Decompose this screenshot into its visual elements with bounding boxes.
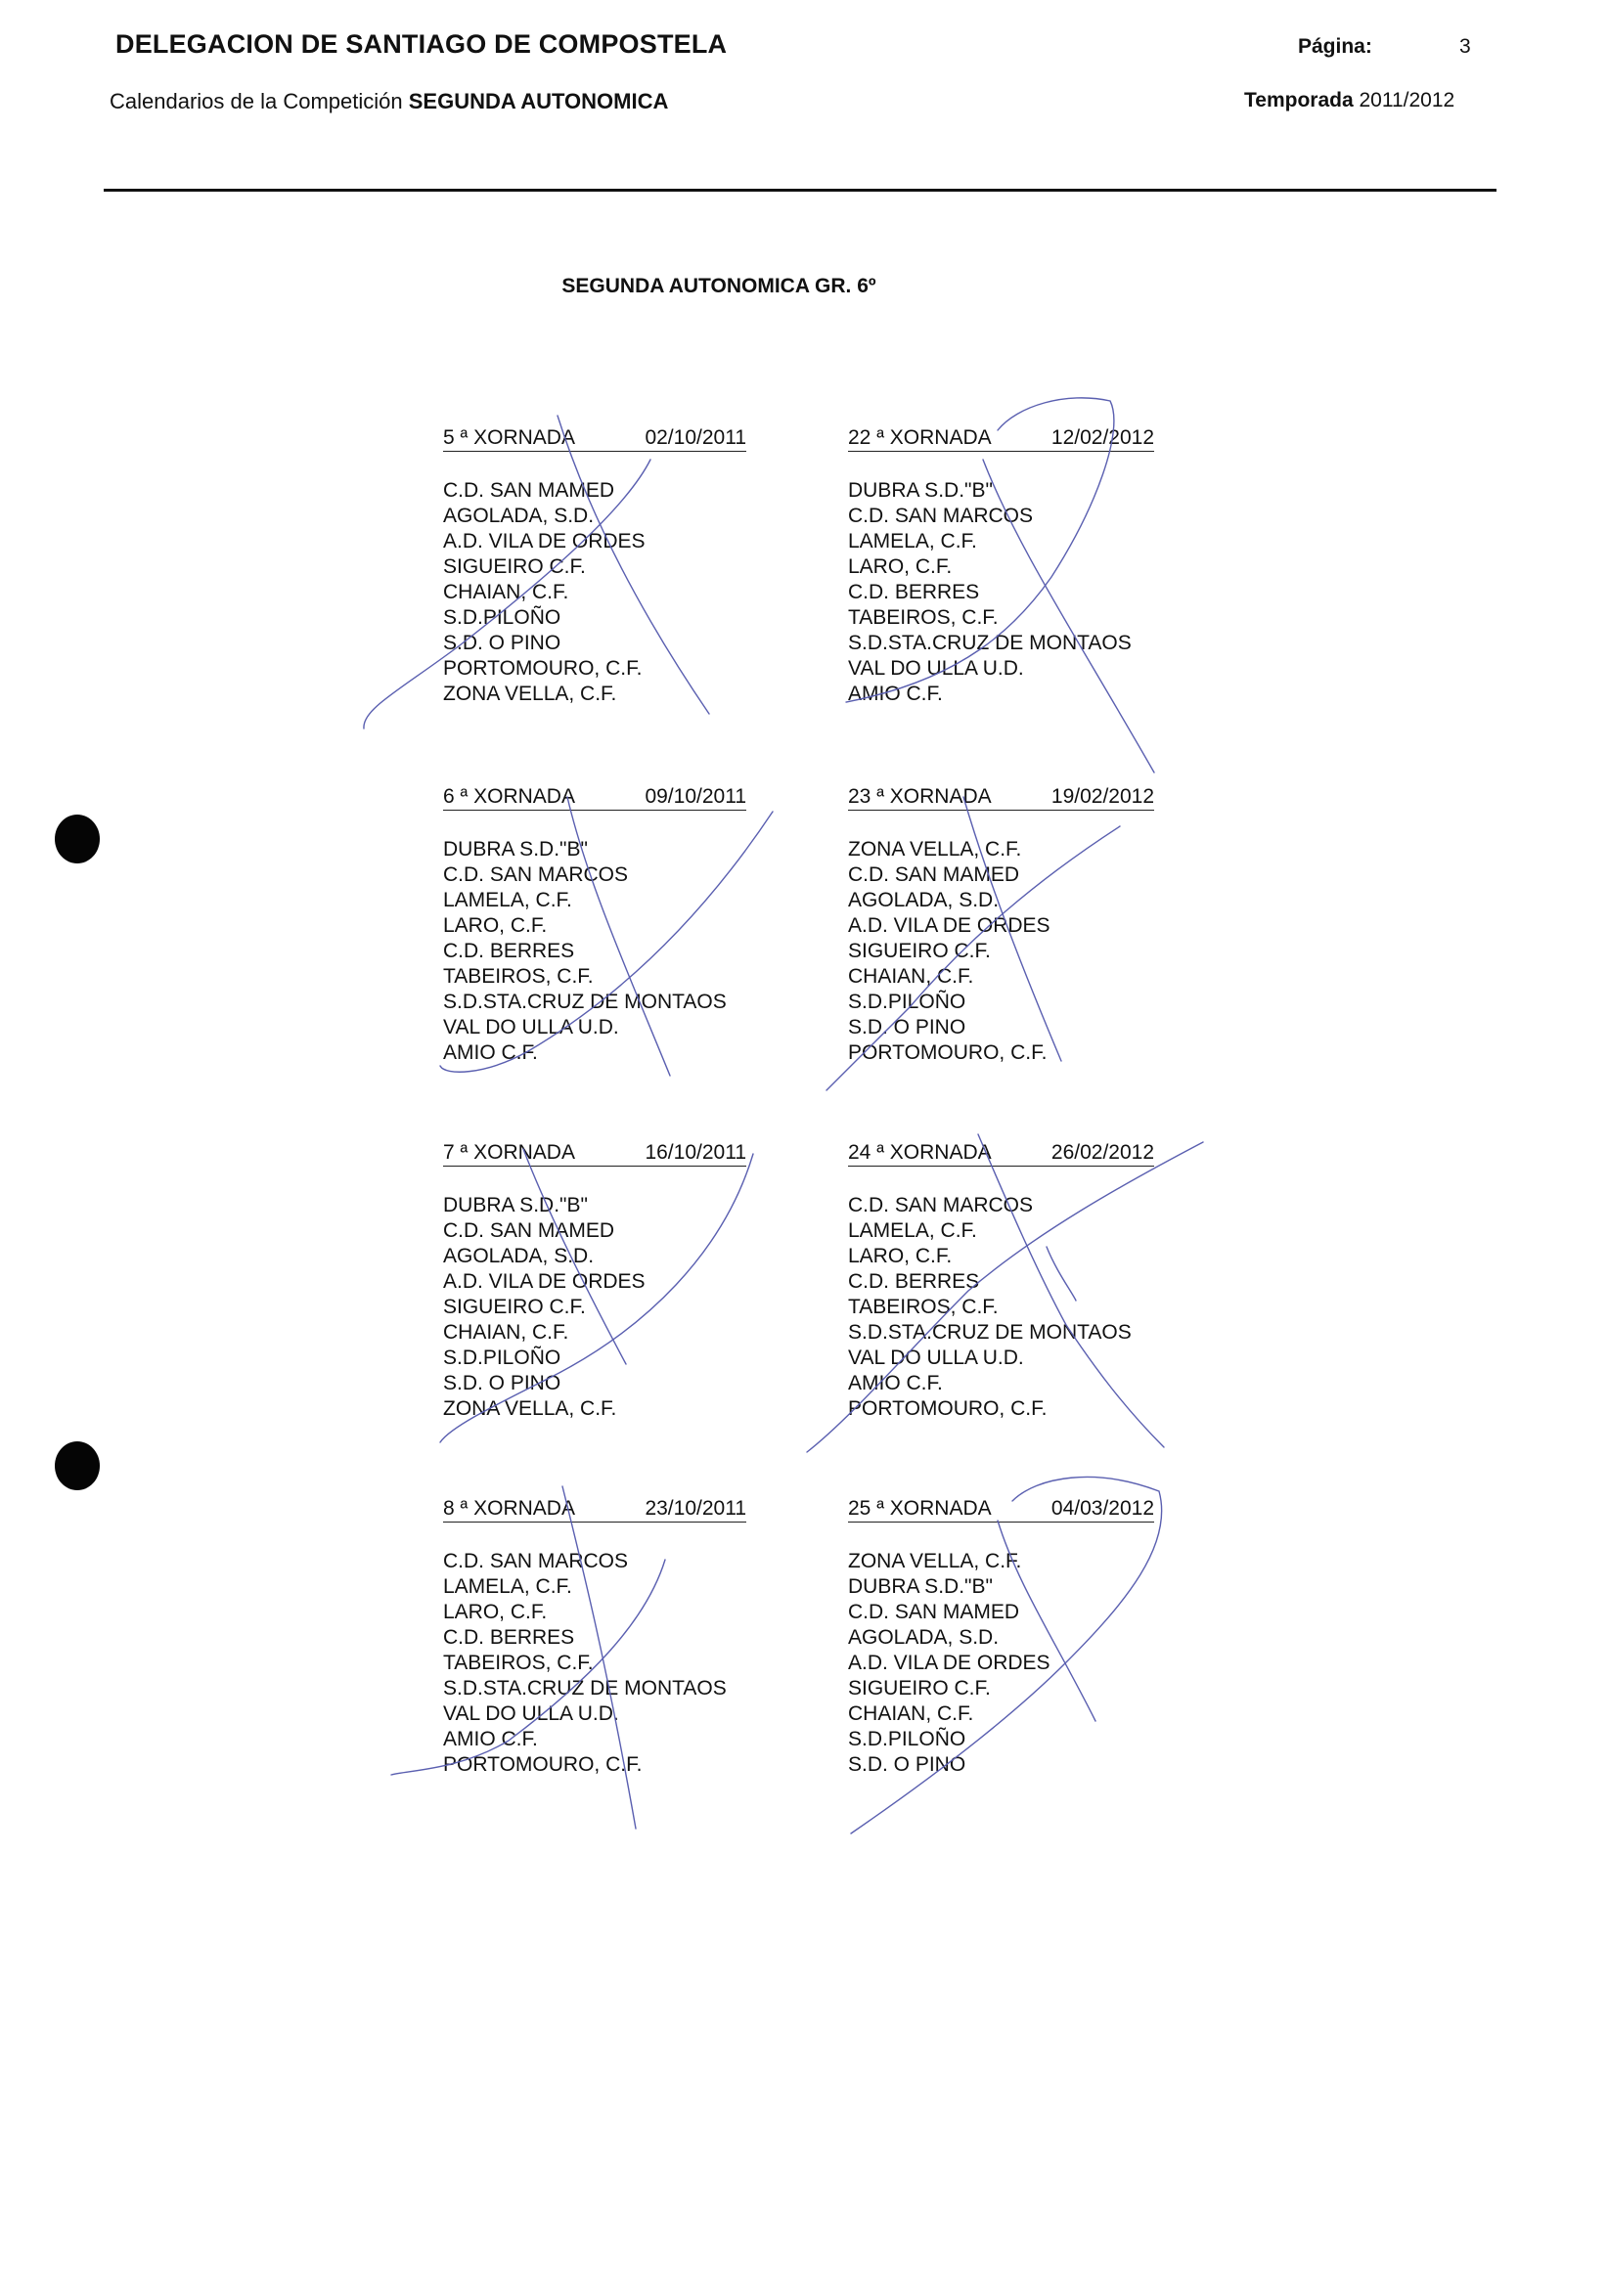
punch-hole — [55, 815, 100, 863]
team-item: SIGUEIRO C.F. — [443, 555, 586, 578]
team-item: CHAIAN, C.F. — [848, 965, 974, 988]
team-item: AMIO C.F. — [848, 683, 943, 705]
team-item: S.D.PILOÑO — [443, 1347, 561, 1369]
team-item: SIGUEIRO C.F. — [848, 1677, 991, 1700]
round-header — [443, 785, 746, 811]
team-item: A.D. VILA DE ORDES — [443, 530, 646, 552]
round-block — [848, 426, 1154, 707]
team-item: C.D. BERRES — [848, 1270, 980, 1293]
delegation-title: DELEGACION DE SANTIAGO DE COMPOSTELA — [115, 29, 728, 59]
round-header — [443, 1141, 746, 1167]
team-item: LARO, C.F. — [443, 1601, 548, 1623]
team-item: LARO, C.F. — [443, 914, 548, 937]
team-list — [443, 1193, 746, 1422]
team-list — [848, 837, 1154, 1066]
team-item: CHAIAN, C.F. — [848, 1702, 974, 1725]
team-item: PORTOMOURO, C.F. — [443, 657, 643, 680]
season-value: 2011/2012 — [1359, 89, 1455, 111]
team-item: S.D.PILOÑO — [443, 606, 561, 629]
round-date: 09/10/2011 — [645, 785, 746, 808]
round-header — [848, 426, 1154, 452]
round-name: 23 ª XORNADA — [848, 785, 992, 808]
team-list — [848, 478, 1154, 707]
team-list — [443, 837, 746, 1066]
team-item: LAMELA, C.F. — [443, 1575, 572, 1598]
competition-subtitle — [110, 89, 668, 114]
round-header — [848, 1497, 1154, 1523]
team-item: VAL DO ULLA U.D. — [443, 1702, 619, 1725]
team-item: S.D.STA.CRUZ DE MONTAOS — [443, 991, 727, 1013]
team-item: C.D. SAN MARCOS — [443, 1550, 629, 1572]
team-item: C.D. BERRES — [443, 1626, 575, 1649]
team-item: C.D. SAN MAMED — [848, 1601, 1020, 1623]
round-block — [848, 1497, 1154, 1778]
team-item: S.D. O PINO — [848, 1753, 966, 1776]
subtitle-competition: SEGUNDA AUTONOMICA — [408, 89, 669, 113]
team-item: C.D. BERRES — [443, 940, 575, 962]
team-item: AGOLADA, S.D. — [443, 505, 595, 527]
round-date: 12/02/2012 — [1050, 426, 1154, 449]
team-item: S.D.PILOÑO — [848, 1728, 966, 1750]
season-label: Temporada — [1244, 89, 1354, 111]
team-item: TABEIROS, C.F. — [443, 1652, 594, 1674]
team-item: DUBRA S.D."B" — [443, 1194, 588, 1216]
team-item: A.D. VILA DE ORDES — [848, 914, 1050, 937]
team-item: ZONA VELLA, C.F. — [443, 683, 617, 705]
team-list — [848, 1549, 1154, 1778]
team-item: A.D. VILA DE ORDES — [443, 1270, 646, 1293]
team-item: S.D.STA.CRUZ DE MONTAOS — [443, 1677, 727, 1700]
team-item: C.D. SAN MARCOS — [443, 863, 629, 886]
round-name: 6 ª XORNADA — [443, 785, 575, 808]
team-item: AGOLADA, S.D. — [848, 1626, 1000, 1649]
round-date: 19/02/2012 — [1050, 785, 1154, 808]
round-block — [443, 426, 746, 707]
team-item: S.D. O PINO — [848, 1016, 966, 1038]
team-item: SIGUEIRO C.F. — [848, 940, 991, 962]
team-item: TABEIROS, C.F. — [848, 606, 999, 629]
round-block — [443, 1141, 746, 1422]
round-block — [443, 785, 746, 1066]
team-item: AGOLADA, S.D. — [848, 889, 1000, 911]
team-item: C.D. SAN MARCOS — [848, 1194, 1034, 1216]
team-item: AMIO C.F. — [443, 1041, 538, 1064]
round-name: 8 ª XORNADA — [443, 1497, 575, 1520]
team-item: TABEIROS, C.F. — [443, 965, 594, 988]
team-item: C.D. BERRES — [848, 581, 980, 603]
round-header — [848, 785, 1154, 811]
team-item: DUBRA S.D."B" — [443, 838, 588, 861]
subtitle-prefix: Calendarios de la Competición — [110, 89, 403, 113]
punch-hole — [55, 1441, 100, 1490]
round-date: 02/10/2011 — [645, 426, 746, 449]
group-title: SEGUNDA AUTONOMICA GR. 6º — [561, 275, 876, 297]
team-item: AGOLADA, S.D. — [443, 1245, 595, 1267]
team-list — [443, 478, 746, 707]
team-item: LAMELA, C.F. — [848, 530, 977, 552]
team-item: CHAIAN, C.F. — [443, 1321, 569, 1344]
round-date: 23/10/2011 — [645, 1497, 746, 1520]
team-item: C.D. SAN MARCOS — [848, 505, 1034, 527]
team-item: CHAIAN, C.F. — [443, 581, 569, 603]
team-item: S.D. O PINO — [443, 1372, 561, 1394]
header-divider — [104, 189, 1496, 192]
round-date: 26/02/2012 — [1050, 1141, 1154, 1164]
team-item: S.D.STA.CRUZ DE MONTAOS — [848, 632, 1132, 654]
team-item: ZONA VELLA, C.F. — [848, 1550, 1022, 1572]
team-item: C.D. SAN MAMED — [848, 863, 1020, 886]
team-item: SIGUEIRO C.F. — [443, 1296, 586, 1318]
team-item: PORTOMOURO, C.F. — [443, 1753, 643, 1776]
team-item: S.D. O PINO — [443, 632, 561, 654]
team-item: VAL DO ULLA U.D. — [443, 1016, 619, 1038]
team-item: S.D.PILOÑO — [848, 991, 966, 1013]
team-item: LAMELA, C.F. — [443, 889, 572, 911]
team-item: PORTOMOURO, C.F. — [848, 1397, 1048, 1420]
round-name: 5 ª XORNADA — [443, 426, 575, 449]
team-item: DUBRA S.D."B" — [848, 1575, 993, 1598]
team-item: PORTOMOURO, C.F. — [848, 1041, 1048, 1064]
team-item: LAMELA, C.F. — [848, 1219, 977, 1242]
page-number: 3 — [1459, 35, 1471, 58]
round-header — [443, 426, 746, 452]
round-date: 16/10/2011 — [645, 1141, 746, 1164]
team-item: LARO, C.F. — [848, 1245, 953, 1267]
round-name: 7 ª XORNADA — [443, 1141, 575, 1164]
round-block — [848, 785, 1154, 1066]
season — [1244, 89, 1454, 112]
team-item: ZONA VELLA, C.F. — [443, 1397, 617, 1420]
team-item: S.D.STA.CRUZ DE MONTAOS — [848, 1321, 1132, 1344]
team-list — [848, 1193, 1154, 1422]
team-item: VAL DO ULLA U.D. — [848, 657, 1024, 680]
round-name: 24 ª XORNADA — [848, 1141, 992, 1164]
team-item: C.D. SAN MAMED — [443, 479, 615, 502]
team-item: AMIO C.F. — [443, 1728, 538, 1750]
team-item: VAL DO ULLA U.D. — [848, 1347, 1024, 1369]
team-item: A.D. VILA DE ORDES — [848, 1652, 1050, 1674]
round-header — [443, 1497, 746, 1523]
page-label: Página: — [1298, 35, 1372, 58]
team-list — [443, 1549, 746, 1778]
round-block — [443, 1497, 746, 1778]
round-name: 25 ª XORNADA — [848, 1497, 992, 1520]
round-name: 22 ª XORNADA — [848, 426, 992, 449]
round-date: 04/03/2012 — [1050, 1497, 1154, 1520]
team-item: DUBRA S.D."B" — [848, 479, 993, 502]
team-item: TABEIROS, C.F. — [848, 1296, 999, 1318]
round-header — [848, 1141, 1154, 1167]
round-block — [848, 1141, 1154, 1422]
team-item: LARO, C.F. — [848, 555, 953, 578]
team-item: C.D. SAN MAMED — [443, 1219, 615, 1242]
team-item: ZONA VELLA, C.F. — [848, 838, 1022, 861]
team-item: AMIO C.F. — [848, 1372, 943, 1394]
